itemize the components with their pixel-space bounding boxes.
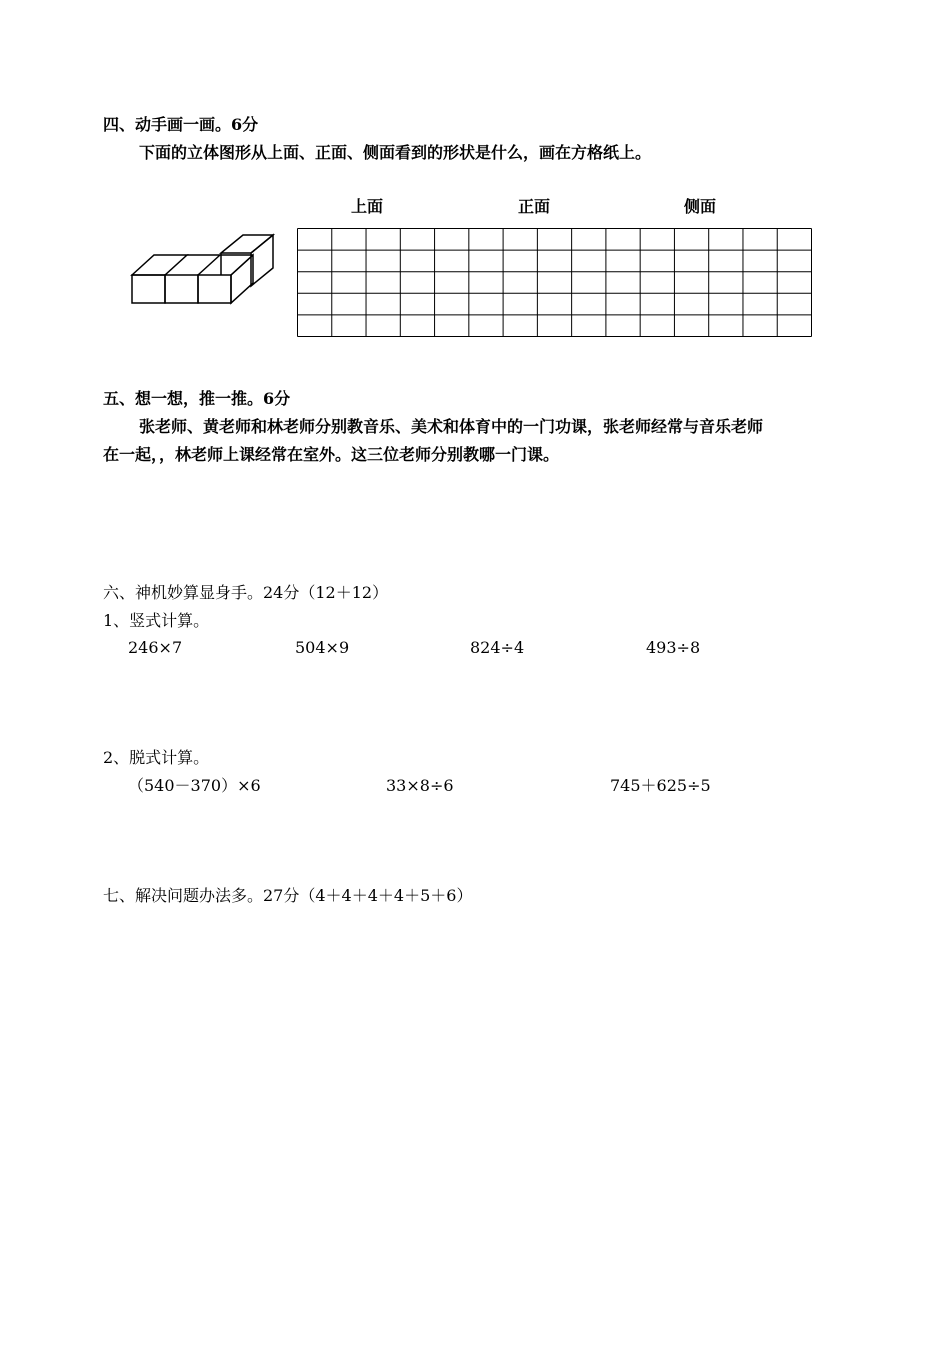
section4-heading: 四、动手画一画。6分	[103, 115, 259, 134]
step-calc-problem: （540－370）×6	[128, 776, 261, 795]
view-label-side: 侧面	[684, 197, 717, 216]
vertical-calc-problem: 824÷4	[470, 638, 525, 657]
view-label-front: 正面	[518, 197, 551, 216]
vertical-calc-problem: 504×9	[295, 638, 350, 657]
section6-part1-title: 1、竖式计算。	[103, 611, 210, 630]
section5-text-line1: 张老师、黄老师和林老师分别教音乐、美术和体育中的一门功课，张老师经常与音乐老师	[139, 417, 764, 436]
vertical-calc-problem: 493÷8	[646, 638, 701, 657]
grid-paper	[297, 228, 812, 337]
section6-heading: 六、神机妙算显身手。24分（12＋12）	[103, 583, 389, 602]
step-calc-problem: 33×8÷6	[386, 776, 454, 795]
view-label-top: 上面	[351, 197, 384, 216]
section5-text-line2: 在一起，，林老师上课经常在室外。这三位老师分别教哪一门课。	[103, 445, 560, 464]
cube-figure	[128, 230, 278, 310]
section5-heading: 五、想一想，推一推。6分	[103, 389, 291, 408]
vertical-calc-problem: 246×7	[128, 638, 183, 657]
section7-heading: 七、解决问题办法多。27分（4＋4＋4＋4＋5＋6）	[103, 886, 473, 905]
section6-part2-title: 2、脱式计算。	[103, 748, 210, 767]
section4-instruction: 下面的立体图形从上面、正面、侧面看到的形状是什么，画在方格纸上。	[139, 143, 652, 162]
step-calc-problem: 745＋625÷5	[610, 776, 711, 795]
